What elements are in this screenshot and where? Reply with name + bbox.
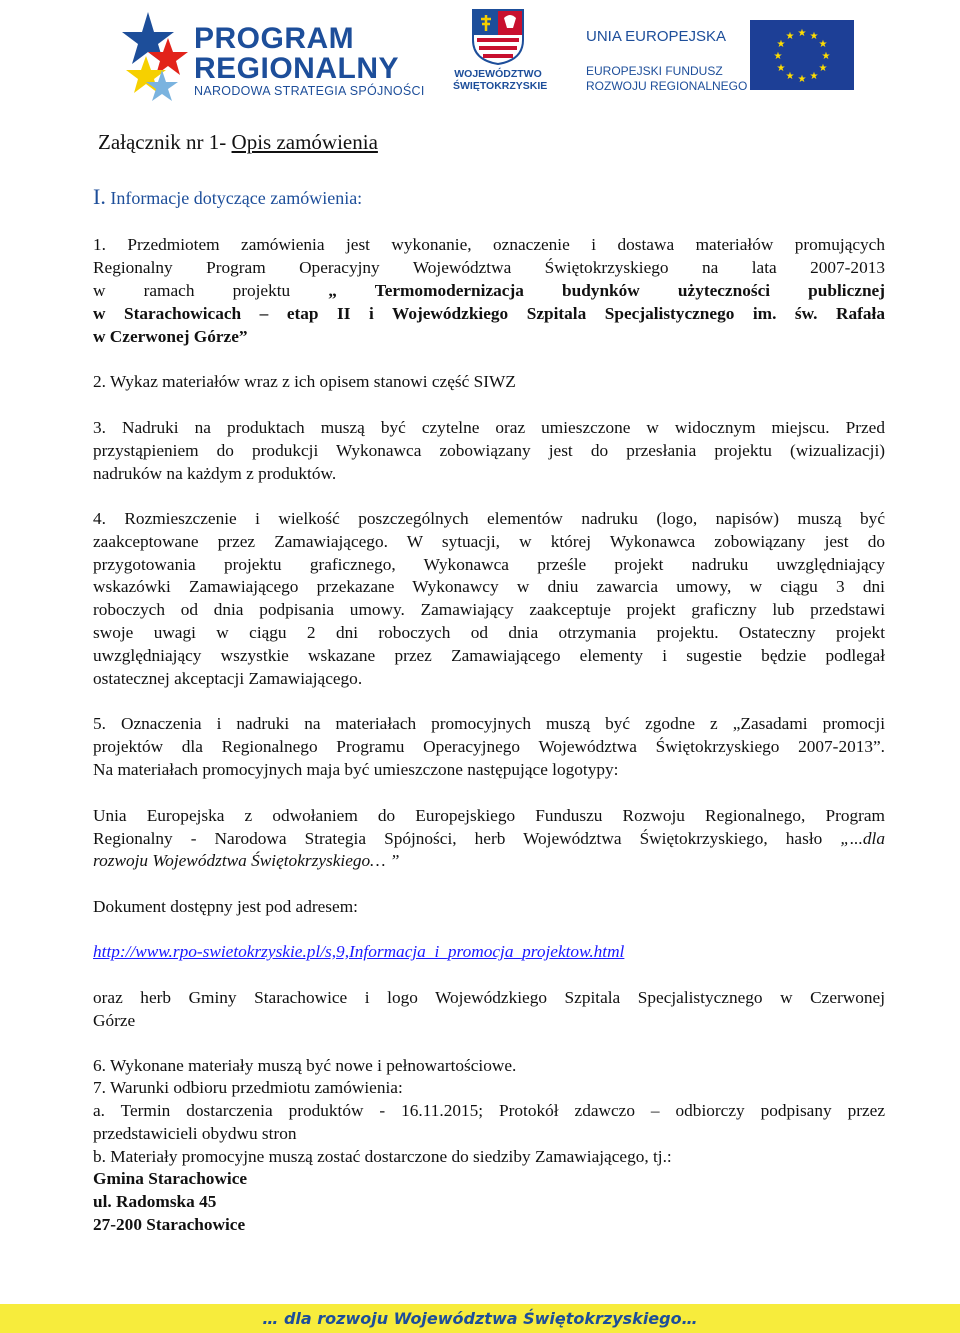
program-logo-subtitle: NARODOWA STRATEGIA SPÓJNOŚCI bbox=[194, 84, 425, 98]
address-street: ul. Radomska 45 bbox=[93, 1192, 217, 1211]
svg-text:★: ★ bbox=[809, 31, 819, 42]
program-regionalny-logo bbox=[118, 8, 428, 108]
svg-text:★: ★ bbox=[773, 51, 783, 62]
pa-line2: przedstawicieli obydwu stron bbox=[93, 1124, 297, 1143]
project-title-part3: w Czerwonej Górze” bbox=[93, 327, 248, 346]
eu-logo-line1: UNIA EUROPEJSKA bbox=[586, 28, 727, 45]
svg-text:★: ★ bbox=[776, 63, 786, 74]
p5-line1: 5. Oznaczenia i nadruki na materiałach promocyjnych muszą być zgodne z „Zasadami promocji bbox=[93, 714, 885, 733]
eu-logo-line2: EUROPEJSKI FUNDUSZ bbox=[586, 64, 723, 78]
program-stars-icon bbox=[118, 8, 194, 108]
logos-line2-plain: Regionalny - Narodowa Strategia Spójności, herb Województwa Świętokrzyskiego, hasło bbox=[93, 829, 841, 848]
attachment-link[interactable]: Opis zamówienia bbox=[231, 130, 378, 154]
section-numeral: I. bbox=[93, 184, 106, 209]
project-title-part1: „ Termomodernizacja budynków użyteczności publicznej bbox=[328, 281, 885, 300]
doc-available-label: Dokument dostępny jest pod adresem: bbox=[93, 897, 358, 916]
swietokrzyskie-region-logo bbox=[453, 8, 548, 98]
logos-line2 bbox=[93, 828, 885, 850]
region-logo-caption bbox=[453, 68, 548, 92]
svg-text:★: ★ bbox=[809, 71, 819, 82]
p4-line5: roboczych od dnia podpisania umowy. Zamawiający zaakceptuje projekt graficzny lub przedstawi bbox=[93, 600, 885, 619]
attachment-prefix: Załącznik nr 1- bbox=[98, 130, 232, 154]
svg-text:★: ★ bbox=[818, 39, 828, 50]
p6-text: 6. Wykonane materiały muszą być nowe i pełnowartościowe. bbox=[93, 1056, 517, 1075]
section-heading bbox=[93, 186, 362, 209]
p3-line3: nadruków na każdym z produktów. bbox=[93, 464, 337, 483]
region-coat-of-arms-icon bbox=[453, 8, 543, 66]
footer-slogan: … dla rozwoju Województwa Świętokrzyskiego… bbox=[262, 1309, 698, 1328]
p4-line2: zaakceptowane przez Zamawiającego. W sytuacji, w której Wykonawca zobowiązany jest do bbox=[93, 532, 885, 551]
rpo-url-link[interactable]: http://www.rpo-swietokrzyskie.pl/s,9,Informacja_i_promocja_projektow.html bbox=[93, 942, 625, 961]
herb-line1: oraz herb Gminy Starachowice i logo Wojewódzkiego Szpitala Specjalistycznego w Czerwonej bbox=[93, 988, 885, 1007]
p4-line3: przygotowania projektu graficznego, Wykonawca prześle projekt nadruku uwzględniający bbox=[93, 555, 885, 574]
region-logo-line1: WOJEWÓDZTWO bbox=[454, 68, 542, 80]
svg-text:★: ★ bbox=[797, 28, 807, 39]
herb-line2: Górze bbox=[93, 1011, 136, 1030]
project-title-part2: w Starachowicach – etap II i Wojewódzkiego Szpitala Specjalistycznego im. św. Rafała bbox=[93, 304, 885, 323]
p5-line3: Na materiałach promocyjnych maja być umieszczone następujące logotypy: bbox=[93, 760, 619, 779]
p5-line2: projektów dla Regionalnego Programu Operacyjnego Województwa Świętokrzyskiego 2007-2013”. bbox=[93, 737, 885, 756]
address-name: Gmina Starachowice bbox=[93, 1169, 248, 1188]
p4-line1: 4. Rozmieszczenie i wielkość poszczególnych elementów nadruku (logo, napisów) muszą być bbox=[93, 509, 885, 528]
footer-slogan-bar bbox=[0, 1304, 960, 1333]
svg-text:★: ★ bbox=[821, 51, 831, 62]
svg-text:★: ★ bbox=[818, 63, 828, 74]
p1-line1: 1. Przedmiotem zamówienia jest wykonanie, oznaczenie i dostawa materiałów promujących bbox=[93, 235, 885, 254]
p3-line1: 3. Nadruki na produktach muszą być czytelne oraz umieszczone w widocznym miejscu. Przed bbox=[93, 418, 885, 437]
p1-line3-plain: w ramach projektu bbox=[93, 281, 329, 300]
slogan-quote-end: rozwoju Województwa Świętokrzyskiego… ” bbox=[93, 851, 400, 870]
p3-line2: przystąpieniem do produkcji Wykonawca zobowiązany jest do przesłania projektu (wizualizacji) bbox=[93, 441, 885, 460]
p4-line4: wskazówki Zamawiającego przekazane Wykonawcy w dniu zawarcia umowy, w ciągu 3 dni bbox=[93, 577, 885, 596]
svg-text:★: ★ bbox=[785, 71, 795, 82]
page-header bbox=[0, 0, 960, 110]
eu-logo bbox=[586, 20, 856, 100]
svg-text:★: ★ bbox=[776, 39, 786, 50]
slogan-quote-start: „...dla bbox=[840, 829, 885, 848]
attachment-title bbox=[98, 131, 378, 153]
section-title: Informacje dotyczące zamówienia: bbox=[105, 188, 363, 208]
logos-line1: Unia Europejska z odwołaniem do Europejskiego Funduszu Rozwoju Regionalnego, Program bbox=[93, 806, 885, 825]
pa-line1: a. Termin dostarczenia produktów - 16.11.2015; Protokół zdawczo – odbiorczy podpisany przez bbox=[93, 1101, 885, 1120]
p4-line7: uwzględniający wszystkie wskazane przez Zamawiającego elementy i sugestie będzie podlegał bbox=[93, 646, 885, 665]
p7-text: 7. Warunki odbioru przedmiotu zamówienia: bbox=[93, 1078, 403, 1097]
p1-line3 bbox=[93, 280, 885, 302]
region-logo-line2: ŚWIĘTOKRZYSKIE bbox=[453, 80, 548, 92]
svg-text:★: ★ bbox=[785, 31, 795, 42]
p1-line2: Regionalny Program Operacyjny Województwa Świętokrzyskiego na lata 2007-2013 bbox=[93, 258, 885, 277]
eu-flag-icon bbox=[750, 20, 854, 90]
pb-text: b. Materiały promocyjne muszą zostać dostarczone do siedziby Zamawiającego, tj.: bbox=[93, 1147, 672, 1166]
program-logo-line2: REGIONALNY bbox=[194, 52, 400, 85]
address-city: 27-200 Starachowice bbox=[93, 1215, 246, 1234]
svg-text:★: ★ bbox=[797, 74, 807, 85]
p4-line8: ostatecznej akceptacji Zamawiającego. bbox=[93, 669, 363, 688]
p4-line6: swoje uwagi w ciągu 2 dni roboczych od dnia otrzymania projektu. Ostateczny projekt bbox=[93, 623, 885, 642]
p2-text: 2. Wykaz materiałów wraz z ich opisem stanowi część SIWZ bbox=[93, 372, 516, 391]
eu-logo-line3: ROZWOJU REGIONALNEGO bbox=[586, 79, 748, 93]
program-logo-line1: PROGRAM bbox=[194, 22, 355, 55]
